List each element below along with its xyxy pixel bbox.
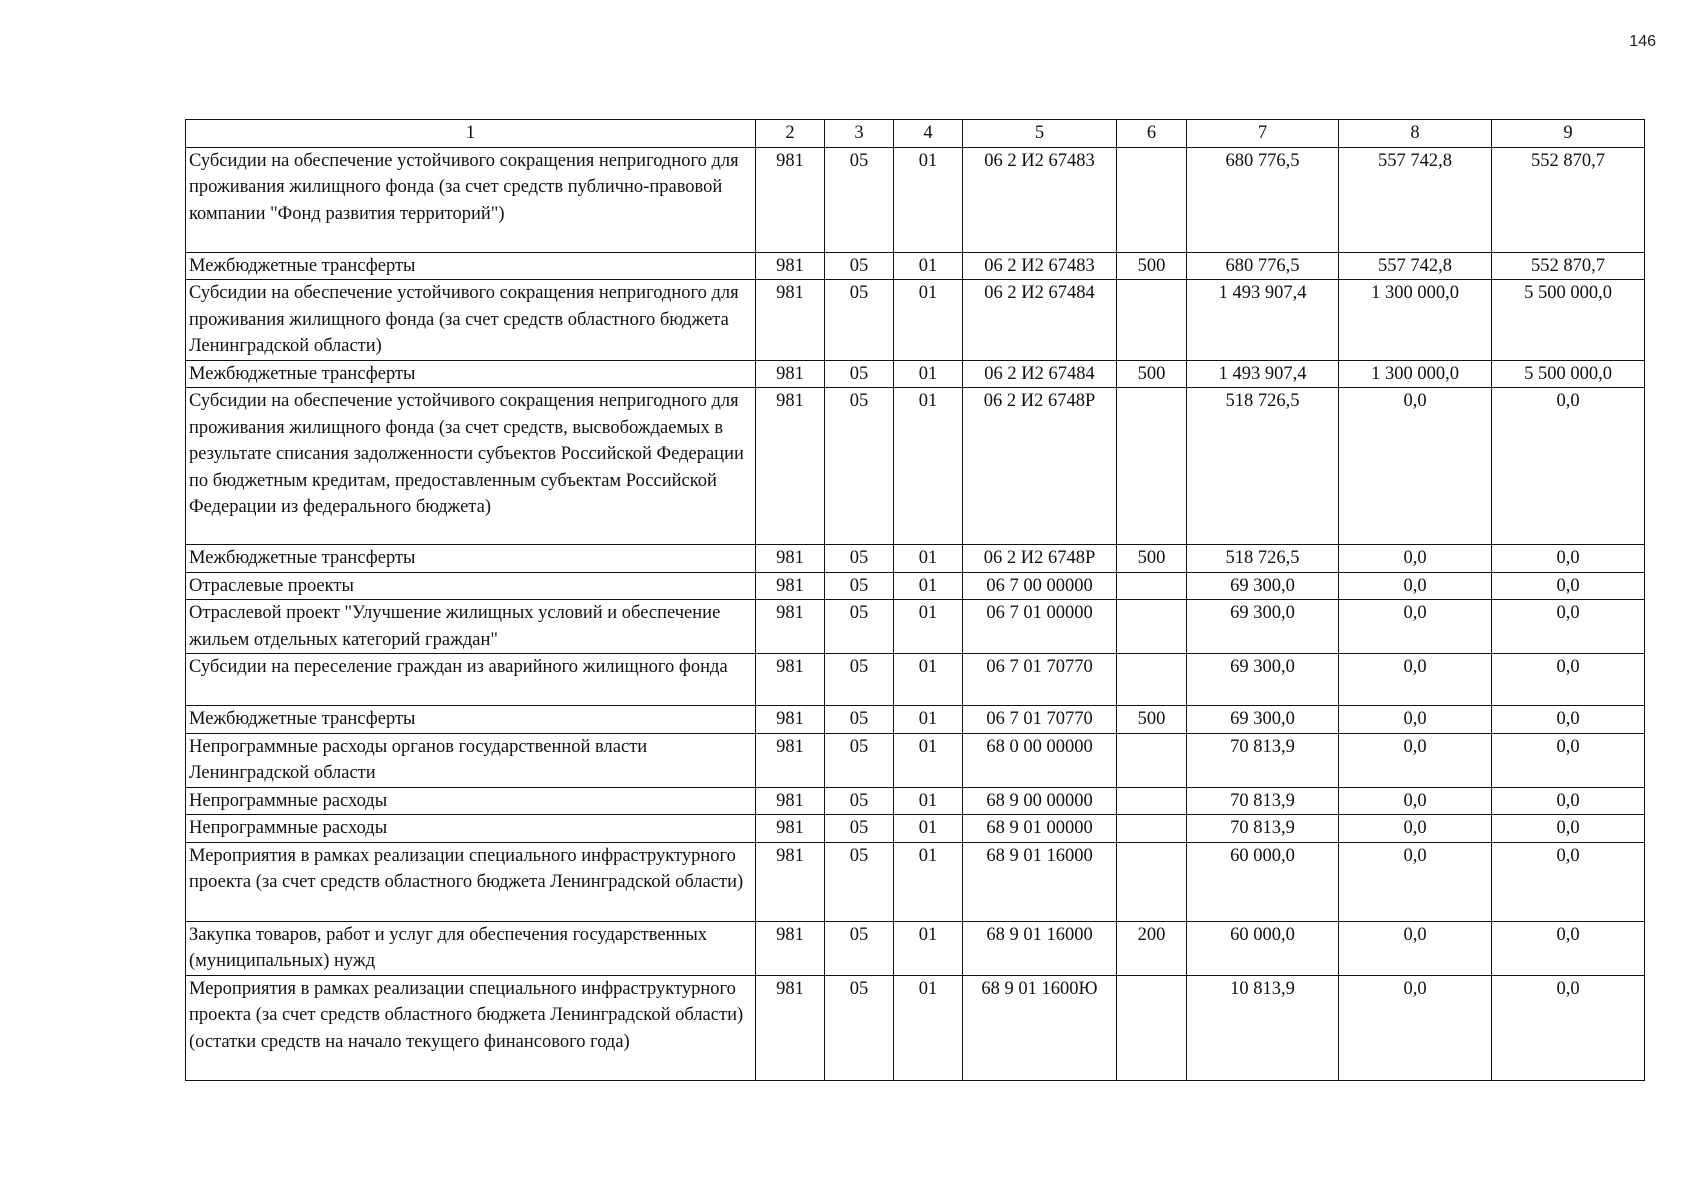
admin-code-cell: 981 [756, 360, 825, 388]
amount-year1-cell: 10 813,9 [1187, 975, 1339, 1080]
table-row [186, 733, 1645, 787]
expense-type-cell [1117, 572, 1187, 600]
amount-year1-cell: 70 813,9 [1187, 815, 1339, 843]
expense-type-cell: 200 [1117, 921, 1187, 975]
amount-year2-cell: 0,0 [1339, 706, 1492, 734]
expense-type-cell [1117, 388, 1187, 545]
target-article-cell: 06 2 И2 6748Р [963, 545, 1117, 573]
section-cell: 05 [825, 921, 894, 975]
amount-year1-cell: 70 813,9 [1187, 787, 1339, 815]
amount-year3-cell: 0,0 [1492, 706, 1645, 734]
amount-year3-cell: 0,0 [1492, 787, 1645, 815]
expense-type-cell [1117, 654, 1187, 706]
expense-type-cell: 500 [1117, 252, 1187, 280]
section-cell: 05 [825, 600, 894, 654]
expense-type-cell [1117, 280, 1187, 361]
amount-year1-cell: 1 493 907,4 [1187, 280, 1339, 361]
amount-year1-cell: 60 000,0 [1187, 842, 1339, 921]
amount-year1-cell: 69 300,0 [1187, 706, 1339, 734]
expense-type-cell [1117, 842, 1187, 921]
name-cell: Закупка товаров, работ и услуг для обеспечения государственных (муниципальных) нужд [186, 921, 756, 975]
subsection-cell: 01 [894, 654, 963, 706]
section-cell: 05 [825, 787, 894, 815]
name-cell: Субсидии на переселение граждан из аварийного жилищного фонда [186, 654, 756, 706]
subsection-cell: 01 [894, 280, 963, 361]
name-cell: Субсидии на обеспечение устойчивого сокращения непригодного для проживания жилищного фонда (за счет средств публично-правовой компании "Фонд развития территорий") [186, 147, 756, 252]
section-cell: 05 [825, 360, 894, 388]
header-cell: 9 [1492, 120, 1645, 148]
amount-year3-cell: 0,0 [1492, 815, 1645, 843]
amount-year1-cell: 1 493 907,4 [1187, 360, 1339, 388]
target-article-cell: 06 2 И2 6748Р [963, 388, 1117, 545]
table-row [186, 706, 1645, 734]
subsection-cell: 01 [894, 388, 963, 545]
amount-year3-cell: 0,0 [1492, 654, 1645, 706]
subsection-cell: 01 [894, 733, 963, 787]
amount-year2-cell: 0,0 [1339, 787, 1492, 815]
expense-type-cell [1117, 975, 1187, 1080]
amount-year2-cell: 0,0 [1339, 388, 1492, 545]
amount-year2-cell: 557 742,8 [1339, 252, 1492, 280]
target-article-cell: 06 7 01 70770 [963, 706, 1117, 734]
name-cell: Межбюджетные трансферты [186, 360, 756, 388]
name-cell: Субсидии на обеспечение устойчивого сокращения непригодного для проживания жилищного фонда (за счет средств областного бюджета Ленинградской области) [186, 280, 756, 361]
admin-code-cell: 981 [756, 147, 825, 252]
header-cell: 4 [894, 120, 963, 148]
name-cell: Межбюджетные трансферты [186, 252, 756, 280]
expense-type-cell [1117, 815, 1187, 843]
section-cell: 05 [825, 975, 894, 1080]
admin-code-cell: 981 [756, 842, 825, 921]
target-article-cell: 06 7 00 00000 [963, 572, 1117, 600]
name-cell: Отраслевой проект "Улучшение жилищных условий и обеспечение жильем отдельных категорий граждан" [186, 600, 756, 654]
name-cell: Непрограммные расходы [186, 815, 756, 843]
amount-year2-cell: 1 300 000,0 [1339, 280, 1492, 361]
header-cell: 2 [756, 120, 825, 148]
admin-code-cell: 981 [756, 654, 825, 706]
subsection-cell: 01 [894, 600, 963, 654]
name-cell: Субсидии на обеспечение устойчивого сокращения непригодного для проживания жилищного фонда (за счет средств, высвобождаемых в результате списания задолженности субъектов Российской Федерации по бюджетным кредитам, предоставленным субъектам Российской Федерации из федерального бюджета) [186, 388, 756, 545]
name-cell: Непрограммные расходы [186, 787, 756, 815]
amount-year2-cell: 0,0 [1339, 654, 1492, 706]
amount-year1-cell: 518 726,5 [1187, 545, 1339, 573]
target-article-cell: 68 9 00 00000 [963, 787, 1117, 815]
expense-type-cell [1117, 733, 1187, 787]
header-cell: 8 [1339, 120, 1492, 148]
target-article-cell: 06 2 И2 67483 [963, 252, 1117, 280]
amount-year1-cell: 680 776,5 [1187, 252, 1339, 280]
amount-year1-cell: 69 300,0 [1187, 654, 1339, 706]
amount-year2-cell: 0,0 [1339, 975, 1492, 1080]
amount-year2-cell: 557 742,8 [1339, 147, 1492, 252]
subsection-cell: 01 [894, 787, 963, 815]
table-row [186, 921, 1645, 975]
table-row [186, 815, 1645, 843]
header-cell: 6 [1117, 120, 1187, 148]
target-article-cell: 68 9 01 00000 [963, 815, 1117, 843]
amount-year1-cell: 60 000,0 [1187, 921, 1339, 975]
subsection-cell: 01 [894, 921, 963, 975]
table-row [186, 147, 1645, 252]
table-row [186, 545, 1645, 573]
section-cell: 05 [825, 280, 894, 361]
target-article-cell: 06 2 И2 67484 [963, 360, 1117, 388]
section-cell: 05 [825, 147, 894, 252]
name-cell: Мероприятия в рамках реализации специального инфраструктурного проекта (за счет средств областного бюджета Ленинградской области) [186, 842, 756, 921]
amount-year3-cell: 0,0 [1492, 921, 1645, 975]
target-article-cell: 06 2 И2 67484 [963, 280, 1117, 361]
section-cell: 05 [825, 572, 894, 600]
subsection-cell: 01 [894, 815, 963, 843]
table-row [186, 975, 1645, 1080]
name-cell: Межбюджетные трансферты [186, 545, 756, 573]
target-article-cell: 68 9 01 16000 [963, 842, 1117, 921]
expense-type-cell: 500 [1117, 545, 1187, 573]
page-number: 146 [1629, 33, 1656, 50]
name-cell: Межбюджетные трансферты [186, 706, 756, 734]
amount-year3-cell: 552 870,7 [1492, 147, 1645, 252]
expense-type-cell [1117, 787, 1187, 815]
admin-code-cell: 981 [756, 572, 825, 600]
subsection-cell: 01 [894, 545, 963, 573]
amount-year2-cell: 0,0 [1339, 815, 1492, 843]
target-article-cell: 06 7 01 70770 [963, 654, 1117, 706]
section-cell: 05 [825, 388, 894, 545]
amount-year3-cell: 0,0 [1492, 388, 1645, 545]
table-row [186, 252, 1645, 280]
target-article-cell: 68 9 01 16000 [963, 921, 1117, 975]
admin-code-cell: 981 [756, 600, 825, 654]
amount-year3-cell: 0,0 [1492, 842, 1645, 921]
expense-type-cell [1117, 147, 1187, 252]
amount-year2-cell: 0,0 [1339, 921, 1492, 975]
section-cell: 05 [825, 842, 894, 921]
target-article-cell: 06 7 01 00000 [963, 600, 1117, 654]
admin-code-cell: 981 [756, 252, 825, 280]
amount-year3-cell: 0,0 [1492, 975, 1645, 1080]
header-cell: 1 [186, 120, 756, 148]
name-cell: Непрограммные расходы органов государственной власти Ленинградской области [186, 733, 756, 787]
amount-year1-cell: 69 300,0 [1187, 600, 1339, 654]
name-cell: Отраслевые проекты [186, 572, 756, 600]
expense-type-cell: 500 [1117, 706, 1187, 734]
amount-year2-cell: 1 300 000,0 [1339, 360, 1492, 388]
amount-year1-cell: 680 776,5 [1187, 147, 1339, 252]
header-cell: 5 [963, 120, 1117, 148]
table-row [186, 654, 1645, 706]
subsection-cell: 01 [894, 975, 963, 1080]
admin-code-cell: 981 [756, 975, 825, 1080]
amount-year2-cell: 0,0 [1339, 842, 1492, 921]
table-row [186, 360, 1645, 388]
amount-year1-cell: 518 726,5 [1187, 388, 1339, 545]
expense-type-cell [1117, 600, 1187, 654]
amount-year3-cell: 552 870,7 [1492, 252, 1645, 280]
table-row [186, 388, 1645, 545]
subsection-cell: 01 [894, 252, 963, 280]
subsection-cell: 01 [894, 147, 963, 252]
subsection-cell: 01 [894, 842, 963, 921]
amount-year3-cell: 0,0 [1492, 572, 1645, 600]
target-article-cell: 06 2 И2 67483 [963, 147, 1117, 252]
target-article-cell: 68 0 00 00000 [963, 733, 1117, 787]
name-cell: Мероприятия в рамках реализации специального инфраструктурного проекта (за счет средств областного бюджета Ленинградской области) (остатки средств на начало текущего финансового года) [186, 975, 756, 1080]
section-cell: 05 [825, 733, 894, 787]
budget-table [185, 119, 1645, 1081]
amount-year3-cell: 0,0 [1492, 545, 1645, 573]
target-article-cell: 68 9 01 1600Ю [963, 975, 1117, 1080]
section-cell: 05 [825, 252, 894, 280]
section-cell: 05 [825, 654, 894, 706]
table-row [186, 600, 1645, 654]
admin-code-cell: 981 [756, 921, 825, 975]
admin-code-cell: 981 [756, 733, 825, 787]
admin-code-cell: 981 [756, 706, 825, 734]
amount-year3-cell: 5 500 000,0 [1492, 280, 1645, 361]
admin-code-cell: 981 [756, 388, 825, 545]
admin-code-cell: 981 [756, 545, 825, 573]
table-body [186, 120, 1645, 1081]
expense-type-cell: 500 [1117, 360, 1187, 388]
subsection-cell: 01 [894, 706, 963, 734]
table-row [186, 842, 1645, 921]
subsection-cell: 01 [894, 360, 963, 388]
section-cell: 05 [825, 706, 894, 734]
admin-code-cell: 981 [756, 787, 825, 815]
amount-year3-cell: 5 500 000,0 [1492, 360, 1645, 388]
subsection-cell: 01 [894, 572, 963, 600]
table-row [186, 787, 1645, 815]
amount-year1-cell: 70 813,9 [1187, 733, 1339, 787]
amount-year3-cell: 0,0 [1492, 733, 1645, 787]
amount-year2-cell: 0,0 [1339, 545, 1492, 573]
amount-year1-cell: 69 300,0 [1187, 572, 1339, 600]
table-row [186, 280, 1645, 361]
section-cell: 05 [825, 545, 894, 573]
amount-year2-cell: 0,0 [1339, 600, 1492, 654]
header-cell: 7 [1187, 120, 1339, 148]
header-cell: 3 [825, 120, 894, 148]
amount-year3-cell: 0,0 [1492, 600, 1645, 654]
admin-code-cell: 981 [756, 280, 825, 361]
amount-year2-cell: 0,0 [1339, 572, 1492, 600]
amount-year2-cell: 0,0 [1339, 733, 1492, 787]
header-row [186, 120, 1645, 148]
admin-code-cell: 981 [756, 815, 825, 843]
section-cell: 05 [825, 815, 894, 843]
table-row [186, 572, 1645, 600]
